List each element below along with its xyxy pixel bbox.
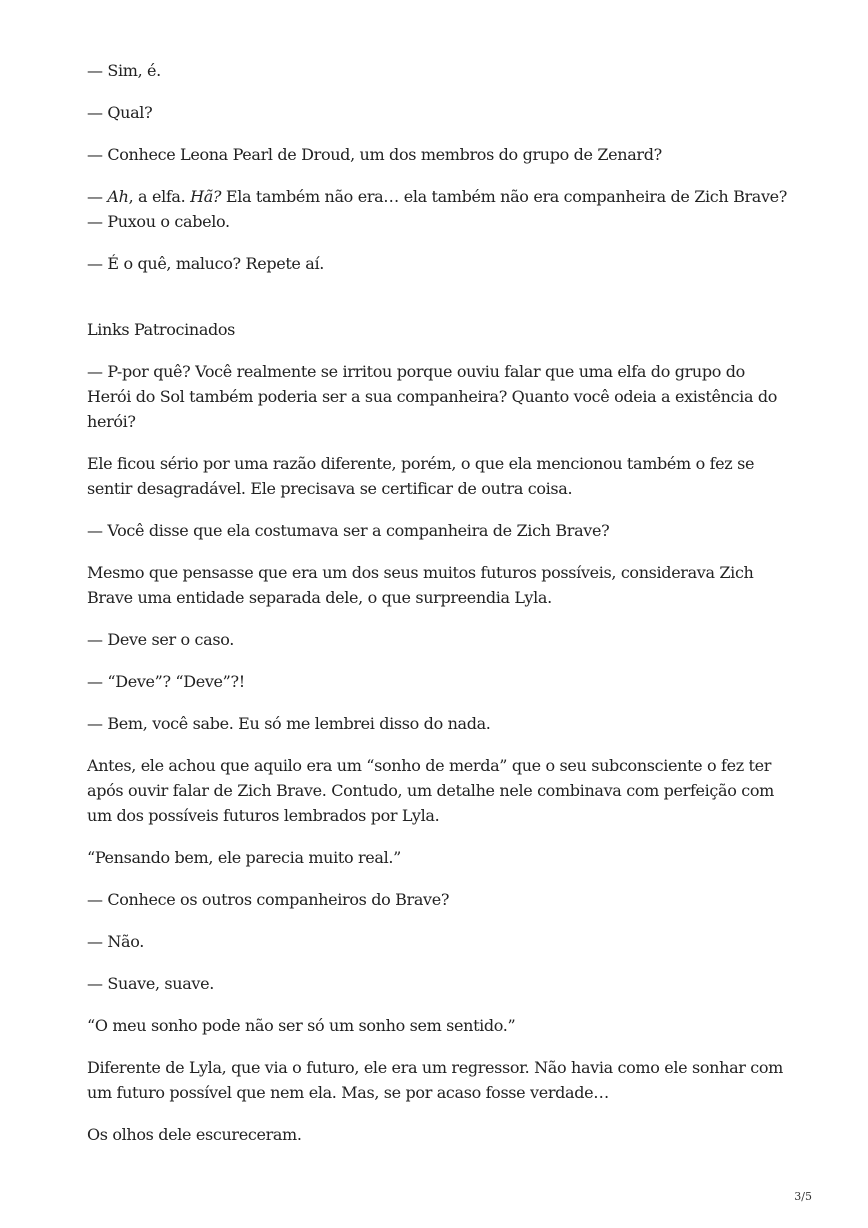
page-number: 3/5 <box>794 1190 812 1203</box>
paragraph: — Sim, é. <box>87 61 161 80</box>
paragraph: — Você disse que ela costumava ser a companheira de Zich Brave? <box>87 521 610 540</box>
paragraph: “O meu sonho pode não ser só um sonho sem sentido.” <box>87 1016 516 1035</box>
paragraph-italic-mixed <box>87 184 787 234</box>
paragraph: — Qual? <box>87 103 153 122</box>
paragraph: Ele ficou sério por uma razão diferente, porém, o que ela mencionou também o fez se sentir desagradável. Ele precisava se certificar de outra coisa. <box>87 454 755 498</box>
text-segment: Ela também não era… ela também não era companheira de Zich Brave? — Puxou o cabelo. <box>87 187 788 231</box>
paragraph: Antes, ele achou que aquilo era um “sonho de merda” que o seu subconsciente o fez ter após ouvir falar de Zich Brave. Contudo, um detalhe nele combinava com perfeição com um dos possíveis futuros lembrados por Lyla. <box>87 756 774 825</box>
paragraph: — Suave, suave. <box>87 974 214 993</box>
paragraph: — É o quê, maluco? Repete aí. <box>87 254 324 273</box>
paragraph: “Pensando bem, ele parecia muito real.” <box>87 848 401 867</box>
document-page <box>87 58 787 1164</box>
paragraph: — Não. <box>87 932 144 951</box>
paragraph: Mesmo que pensasse que era um dos seus muitos futuros possíveis, considerava Zich Brave uma entidade separada dele, o que surpreendia Lyla. <box>87 563 754 607</box>
dash-text: — <box>87 187 108 206</box>
italic-ah: Ah <box>107 187 129 206</box>
paragraph: — Conhece os outros companheiros do Brave? <box>87 890 450 909</box>
paragraph: Os olhos dele escureceram. <box>87 1125 302 1144</box>
paragraph: — Bem, você sabe. Eu só me lembrei disso do nada. <box>87 714 491 733</box>
sponsored-links-label: Links Patrocinados <box>87 320 236 339</box>
paragraph: — P-por quê? Você realmente se irritou porque ouviu falar que uma elfa do grupo do Herói do Sol também poderia ser a sua companheira? Quanto você odeia a existência do herói? <box>87 362 778 431</box>
paragraph: — Conhece Leona Pearl de Droud, um dos membros do grupo de Zenard? <box>87 145 662 164</box>
paragraph: — Deve ser o caso. <box>87 630 234 649</box>
paragraph: Diferente de Lyla, que via o futuro, ele era um regressor. Não havia como ele sonhar com um futuro possível que nem ela. Mas, se por acaso fosse verdade… <box>87 1058 784 1102</box>
italic-ha: Hã? <box>190 187 222 206</box>
section-spacer <box>87 293 787 317</box>
paragraph: — “Deve”? “Deve”?! <box>87 672 245 691</box>
text-segment: , a elfa. <box>128 187 191 206</box>
